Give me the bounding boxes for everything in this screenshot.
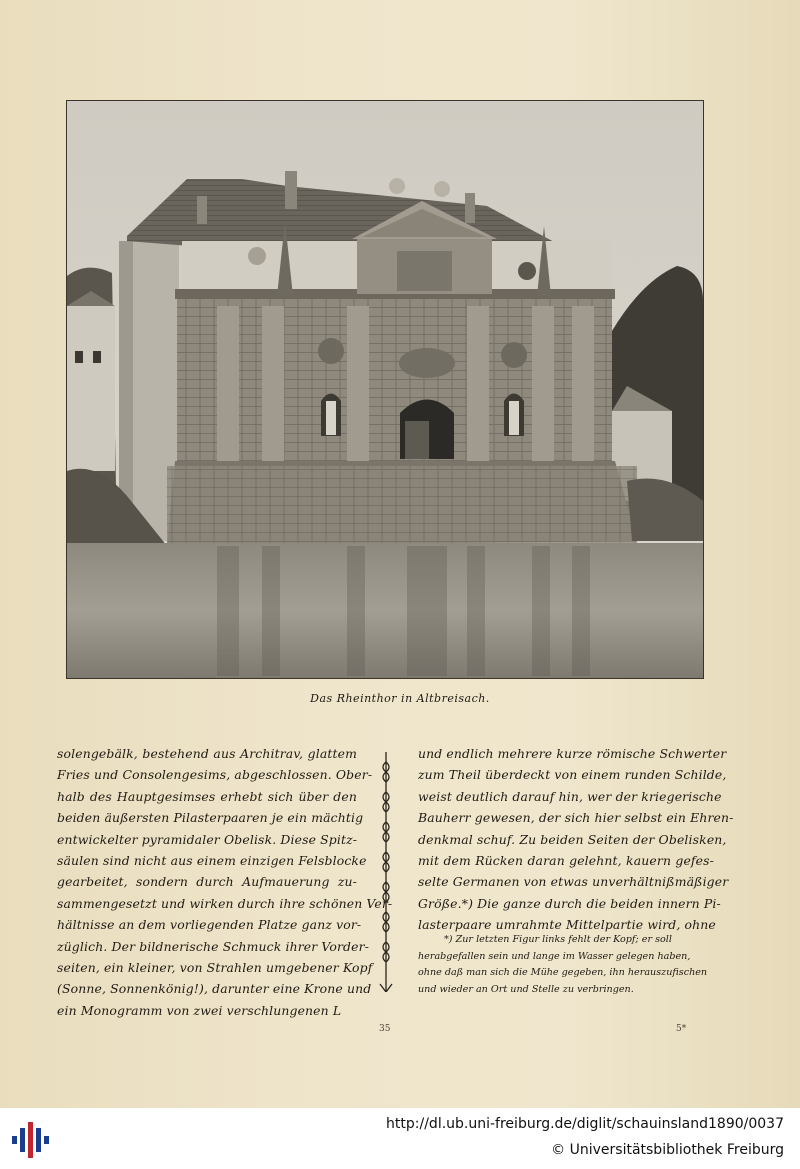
right-text-column <box>418 743 734 936</box>
text-line: denkmal schuf. Zu beiden Seiten der Obelisken, <box>418 831 727 847</box>
text-line: säulen sind nicht aus einem einzigen Felsblocke <box>57 852 367 868</box>
rheinthor-photo-image <box>67 101 703 678</box>
text-line: sammengesetzt und wirken durch ihre schönen Ver- <box>57 895 393 911</box>
text-line: züglich. Der bildnerische Schmuck ihrer Vorder- <box>57 938 370 954</box>
text-line: Fries und Consolengesims, abgeschlossen. Ober- <box>57 767 373 783</box>
text-line: zum Theil überdeckt von einem runden Schilde, <box>418 767 727 783</box>
page-number: 35 <box>379 1024 391 1034</box>
library-footer <box>0 1108 800 1169</box>
text-line: gearbeitet, sondern durch Aufmauerung zu- <box>57 874 357 890</box>
text-line: und endlich mehrere kurze römische Schwerter <box>418 746 727 761</box>
text-line: Größe.*) Die ganze durch die beiden innern Pi- <box>418 895 721 911</box>
footnote-line: ohne daß man sich die Mühe gegeben, ihn herauszufischen <box>418 967 708 978</box>
text-line: lasterpaare umrahmte Mittelpartie wird, ohne <box>418 917 716 933</box>
text-line: halb des Hauptgesimses erhebt sich über den <box>57 788 357 804</box>
figure-caption: Das Rheinthor in Altbreisach. <box>310 692 490 705</box>
footnote-line: *) Zur letzten Figur links fehlt der Kopf; er soll <box>444 934 672 945</box>
text-line: beiden äußersten Pilasterpaaren je ein mächtig <box>57 810 364 826</box>
text-line: ein Monogramm von zwei verschlungenen L <box>57 1002 342 1018</box>
rheinthor-photograph <box>66 100 704 679</box>
text-line: entwickelter pyramidaler Obelisk. Diese Spitz- <box>57 831 358 847</box>
ub-freiburg-logo-icon <box>10 1120 50 1160</box>
text-line: Bauherr gewesen, der sich hier selbst ein Ehren- <box>418 810 734 826</box>
text-line: hältnisse an dem vorliegenden Platze ganz vor- <box>57 917 362 933</box>
footnote <box>418 932 716 998</box>
footnote-line: und wieder an Ort und Stelle zu verbringen. <box>418 983 634 995</box>
copyright-notice: © Universitätsbibliothek Freiburg <box>551 1142 784 1158</box>
text-line: solengebälk, bestehend aus Architrav, glattem <box>57 746 357 761</box>
text-line: (Sonne, Sonnenkönig!), darunter eine Krone und <box>57 981 372 997</box>
text-line: seiten, ein kleiner, von Strahlen umgebener Kopf <box>57 959 373 975</box>
text-line: mit dem Rücken daran gelehnt, kauern gefes- <box>418 852 714 868</box>
footnote-line: herabgefallen sein und lange im Wasser gelegen haben, <box>418 950 691 962</box>
text-line: weist deutlich darauf hin, wer der kriegerische <box>418 788 722 804</box>
signature-mark: 5* <box>676 1024 687 1034</box>
left-text-column <box>57 743 393 1021</box>
digital-library-url-link[interactable]: http://dl.ub.uni-freiburg.de/diglit/schauinsland1890/0037 <box>386 1116 784 1132</box>
text-line: selte Germanen von etwas unverhältnißmäßiger <box>418 874 729 890</box>
column-divider-ornament <box>378 752 394 992</box>
